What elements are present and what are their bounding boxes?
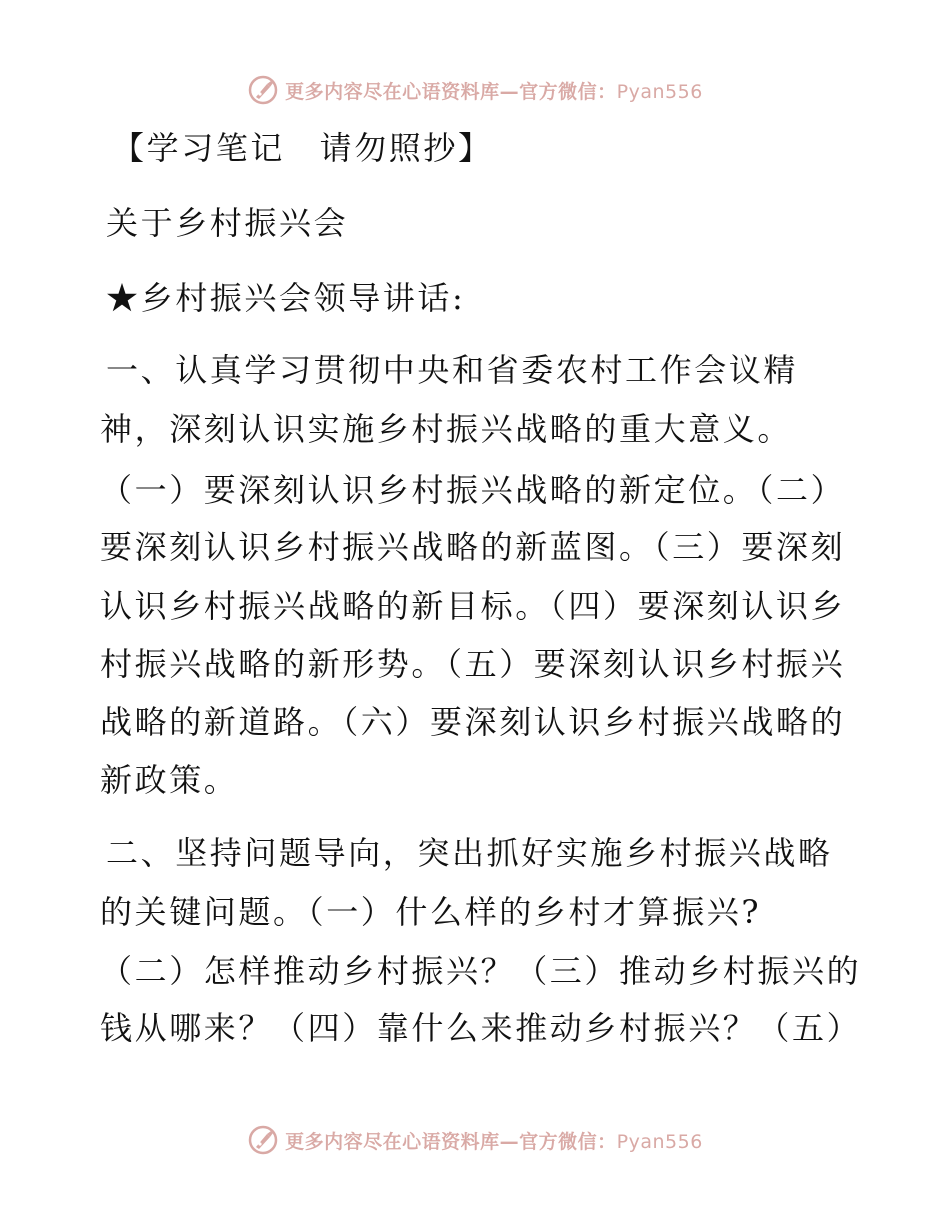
section1-body-line: 战略的新道路。（六）要深刻认识乡村振兴战略的 [100,703,846,741]
section1-body-line: 新政策。 [100,761,239,799]
section2-line: 二、坚持问题导向，突出抓好实施乡村振兴战略 [106,834,833,872]
notice-line: 【学习笔记 请勿照抄】 [112,129,493,167]
section1-body-line: 村振兴战略的新形势。（五）要深刻认识乡村振兴 [100,645,846,683]
watermark-text: 更多内容尽在心语资料库—官方微信：Pyan556 [285,80,703,103]
section2-line: 钱从哪来？（四）靠什么来推动乡村振兴？（五） [100,1009,862,1047]
document-subtitle: ★乡村振兴会领导讲话: [106,279,466,317]
pen-nib-logo-icon [247,74,279,106]
document-title: 关于乡村振兴会 [106,204,349,242]
section2-line: 的关键问题。（一）什么样的乡村才算振兴? [100,893,762,931]
section1-heading-line: 一、认真学习贯彻中央和省委农村工作会议精 [106,351,799,389]
header-watermark [0,70,950,110]
footer-watermark [0,1120,950,1160]
section1-body-line: 要深刻认识乡村振兴战略的新蓝图。（三）要深刻 [100,528,846,566]
pen-nib-logo-icon [247,1124,279,1156]
section1-body-line: 认识乡村振兴战略的新目标。（四）要深刻认识乡 [100,587,846,625]
section2-line: （二）怎样推动乡村振兴？（三）推动乡村振兴的 [100,952,862,990]
section1-body-line: （一）要深刻认识乡村振兴战略的新定位。（二） [100,471,846,509]
section1-heading-line: 神，深刻认识实施乡村振兴战略的重大意义。 [100,410,793,448]
watermark-text: 更多内容尽在心语资料库—官方微信：Pyan556 [285,1130,703,1153]
